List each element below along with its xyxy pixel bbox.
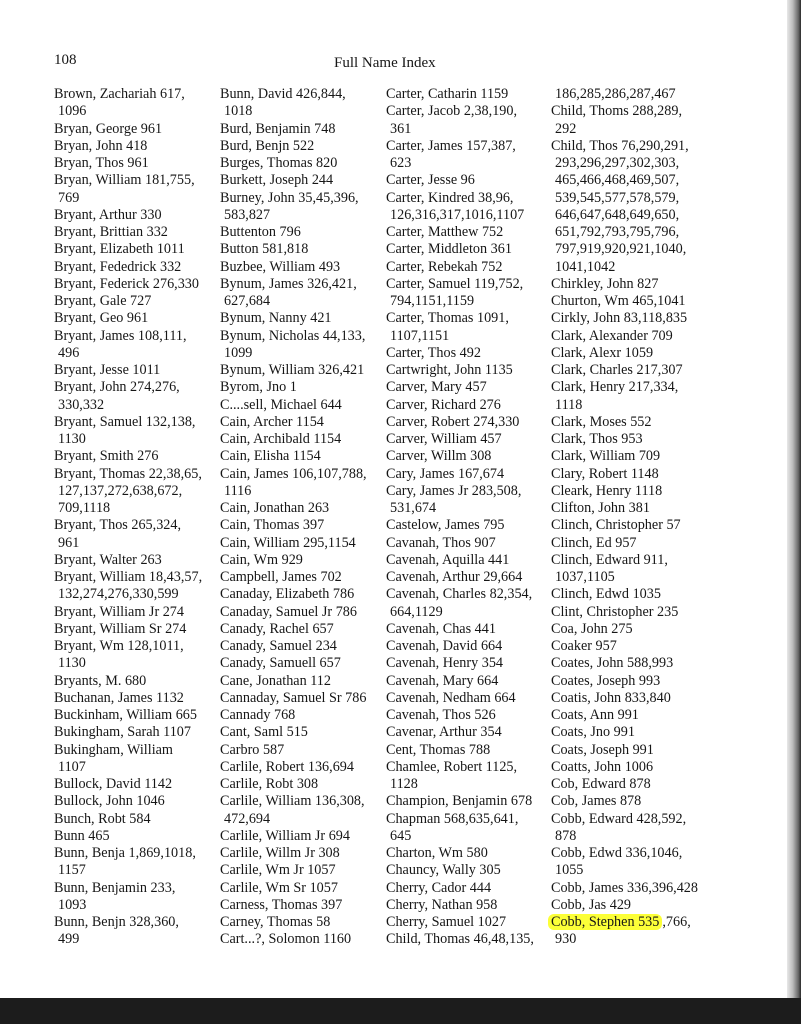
index-entry: Clark, Moses 552 [551,413,652,430]
scan-page-edge [787,0,801,1024]
index-entry: Cleark, Henry 1118 [551,482,663,499]
index-entry: Bukingham, Sarah 1107 [54,724,191,741]
index-entry: Canady, Samuell 657 [220,655,341,672]
index-entry: Bryant, William Jr 274 [54,603,184,620]
index-entry-continuation: 1055 [555,862,584,879]
index-entry: Bunn, Benja 1,869,1018, [54,845,196,861]
index-entry: Cavenah, Thos 526 [386,707,496,723]
index-entry: Cavenah, Arthur 29,664 [386,569,523,585]
index-entry: Cain, Wm 929 [220,551,303,568]
index-entry: Bryant, John 274,276, [54,379,180,396]
index-entry: Charton, Wm 580 [386,845,488,861]
index-entry: Buzbee, William 493 [220,258,341,275]
index-entry-continuation: 797,919,920,921,1040, [555,241,687,258]
index-entry: Buttenton 796 [220,224,301,240]
index-entry: Bryant, James 108,111, [54,327,187,344]
index-entry-continuation: 769 [58,189,80,206]
index-entry: Clinch, Edwd 1035 [551,586,661,603]
index-entry: Bryant, Jesse 1011 [54,362,161,378]
index-entry: Cobb, Jas 429 [551,896,632,913]
index-entry: Cob, Edward 878 [551,776,651,792]
index-entry-continuation: 539,545,577,578,579, [555,189,680,206]
index-entry: Cherry, Cador 444 [386,879,492,896]
index-entry: Brown, Zachariah 617, [54,86,185,102]
index-entry: Coatis, John 833,840 [551,689,671,706]
index-entry-continuation: 930 [555,931,577,948]
index-entry: Bryant, William 18,43,57, [54,569,203,585]
index-entry-continuation: 794,1151,1159 [390,293,475,309]
index-entry-continuation: 645 [390,827,412,844]
index-column-1 [54,86,202,949]
index-entry: Clark, Thos 953 [551,431,643,447]
index-entry: Coats, Ann 991 [551,707,639,723]
index-entry: Cobb, Edwd 336,1046, [551,845,683,861]
index-entry: Clark, Alexander 709 [551,327,673,344]
index-entry: Carter, James 157,387, [386,137,516,154]
index-entry: Bryant, William Sr 274 [54,620,187,637]
index-entry: Coates, Joseph 993 [551,672,661,689]
index-entry-continuation: 1096 [58,103,87,120]
index-entry: Cavenah, Nedham 664 [386,689,516,706]
index-entry: Clark, Charles 217,307 [551,362,683,378]
index-entry: Cain, Thomas 397 [220,517,325,534]
index-entry-continuation: 961 [58,534,80,551]
index-entry: Cavenah, Mary 664 [386,672,499,689]
index-entry: Bunch, Robt 584 [54,810,151,827]
index-entry: Bryan, Thos 961 [54,155,149,171]
index-entry: Coa, John 275 [551,620,633,637]
index-entry: Castelow, James 795 [386,517,505,534]
index-entry: Coatts, John 1006 [551,758,654,775]
index-entry: Clinch, Ed 957 [551,534,637,551]
index-entry: Coats, Jno 991 [551,724,635,741]
index-entry: Bryant, Thos 265,324, [54,517,182,534]
index-entry: Burges, Thomas 820 [220,155,338,171]
index-entry: Bunn, Benjamin 233, [54,879,176,896]
index-entry: Cirkly, John 83,118,835 [551,310,688,327]
index-entry: Bunn 465 [54,827,110,844]
index-entry-continuation: 1041,1042 [555,258,616,275]
index-entry: Carver, William 457 [386,431,502,447]
index-entry: Cannady 768 [220,707,296,723]
index-entry: Cavanah, Thos 907 [386,534,496,551]
index-entry: Bunn, David 426,844, [220,86,346,102]
index-entry: Cavenah, Aquilla 441 [386,551,510,568]
index-entry: Bryan, John 418 [54,137,148,154]
index-entry: Cobb, Edward 428,592, [551,810,687,827]
index-entry: Cent, Thomas 788 [386,741,491,758]
index-entry: Chamlee, Robert 1125, [386,758,518,775]
index-entry-continuation: 499 [58,931,80,948]
index-entry: Cavenah, Charles 82,354, [386,586,533,603]
index-entry: Bunn, Benjn 328,360, [54,914,179,930]
index-entry: Buchanan, James 1132 [54,689,184,706]
index-entry-continuation: 126,316,317,1016,1107 [390,206,525,223]
index-entry: Child, Thomas 46,48,135, [386,931,534,948]
index-entry-continuation: 1099 [224,344,253,361]
index-entry: Canady, Samuel 234 [220,638,337,654]
index-entry: Carter, Samuel 119,752, [386,275,524,292]
index-entry: Bryant, Gale 727 [54,293,152,309]
index-entry-continuation: 132,274,276,330,599 [58,586,179,603]
index-entry: Cavenah, Henry 354 [386,655,504,672]
index-entry: Chauncy, Wally 305 [386,862,501,879]
index-entry: Carlile, William 136,308, [220,793,365,810]
index-entry: Child, Thos 76,290,291, [551,137,689,154]
index-entry-continuation: 1157 [58,862,86,879]
page-number: 108 [54,52,77,68]
index-entry: Cherry, Samuel 1027 [386,914,507,930]
index-entry-continuation: 1116 [224,482,252,499]
index-entry: Cob, James 878 [551,793,642,810]
index-entry: Carver, Willm 308 [386,448,492,465]
index-entry: Cain, James 106,107,788, [220,465,367,482]
index-entry: Cary, James 167,674 [386,465,505,482]
index-entry: Cavenah, David 664 [386,638,503,654]
index-entry: Clary, Robert 1148 [551,465,659,482]
page-title: Full Name Index [334,55,436,71]
index-entry: Cain, Archer 1154 [220,413,324,430]
index-entry: Carter, Matthew 752 [386,224,504,240]
index-entry: Burd, Benjamin 748 [220,120,336,137]
index-entry: Carver, Richard 276 [386,396,501,413]
index-entry: Carlile, Willm Jr 308 [220,845,340,861]
index-entry: Campbell, James 702 [220,569,342,585]
index-entry: Carter, Rebekah 752 [386,258,503,275]
index-column-2 [220,86,367,949]
index-entry: Champion, Benjamin 678 [386,793,533,810]
index-entry: Canady, Rachel 657 [220,620,334,637]
index-entry: Canaday, Samuel Jr 786 [220,603,357,620]
index-entry-continuation: 1130 [58,431,86,447]
index-entry: Coates, John 588,993 [551,655,674,672]
index-entry-continuation: 627,684 [224,293,271,309]
index-entry: Carter, Jesse 96 [386,172,475,189]
index-entry-continuation: 1093 [58,896,87,913]
index-entry-continuation: 1118 [555,396,583,413]
index-entry: Burney, John 35,45,396, [220,189,359,206]
index-entry: Clint, Christopher 235 [551,603,679,620]
index-entry: Child, Thoms 288,289, [551,103,682,120]
scan-bottom-border [0,998,801,1024]
index-entry: Bryant, Smith 276 [54,448,159,465]
index-entry: Bryants, M. 680 [54,672,147,689]
index-entry-continuation: 472,694 [224,810,271,827]
index-entry: Bryant, Walter 263 [54,551,162,568]
index-entry: Cartwright, John 1135 [386,362,513,378]
index-entry: Cart...?, Solomon 1160 [220,931,352,948]
index-entry: Cannaday, Samuel Sr 786 [220,689,367,706]
index-entry: Carter, Jacob 2,38,190, [386,103,518,120]
index-entry: Clifton, John 381 [551,500,650,516]
index-entry: Cain, Jonathan 263 [220,500,330,516]
index-entry: Carver, Mary 457 [386,379,487,396]
index-entry: Carness, Thomas 397 [220,896,343,913]
index-entry: Bryant, Federick 276,330 [54,275,199,292]
index-column-3 [386,86,534,949]
index-entry: Carter, Middleton 361 [386,241,512,258]
index-entry-continuation: 664,1129 [390,603,443,620]
index-entry: Cant, Saml 515 [220,724,308,741]
index-entry: Canaday, Elizabeth 786 [220,586,355,603]
index-entry: Bryant, Arthur 330 [54,206,162,223]
index-entry-rest: ,766, [662,914,691,930]
index-entry: Bryant, Samuel 132,138, [54,413,196,430]
index-entry: Bynum, William 326,421 [220,362,365,378]
index-entry-continuation: 330,332 [58,396,105,413]
index-entry: Byrom, Jno 1 [220,379,297,396]
index-entry: Carney, Thomas 58 [220,914,331,930]
index-entry-continuation: 465,466,468,469,507, [555,172,680,189]
index-entry: Burd, Benjn 522 [220,137,315,154]
index-entry-continuation: 646,647,648,649,650, [555,206,680,223]
index-entry: Clark, Henry 217,334, [551,379,679,396]
index-entry-continuation: 127,137,272,638,672, [58,482,183,499]
index-entry: Chapman 568,635,641, [386,810,519,827]
index-entry: Bryant, Thomas 22,38,65, [54,465,202,482]
index-entry-continuation: 1128 [390,776,418,792]
index-entry: Bullock, John 1046 [54,793,165,810]
index-entry: Button 581,818 [220,241,309,258]
index-entry [551,914,698,931]
index-entry: Bryan, William 181,755, [54,172,195,189]
index-entry: Bynum, James 326,421, [220,275,357,292]
index-entry: Carver, Robert 274,330 [386,413,520,430]
index-entry-continuation: 1037,1105 [555,569,615,585]
index-entry-continuation: 496 [58,344,80,361]
index-entry: Bryant, Elizabeth 1011 [54,241,185,258]
index-entry-continuation: 361 [390,120,412,137]
index-entry: Carlile, Robt 308 [220,776,319,792]
index-entry: Cane, Jonathan 112 [220,672,331,689]
index-entry: Cavenah, Chas 441 [386,620,496,637]
index-entry: Bullock, David 1142 [54,776,173,792]
index-entry: Clark, Alexr 1059 [551,344,654,361]
index-entry: Churton, Wm 465,1041 [551,293,686,309]
index-entry: Coats, Joseph 991 [551,741,654,758]
index-entry: Cain, Elisha 1154 [220,448,321,465]
index-entry: Bryant, Brittian 332 [54,224,168,240]
index-entry: Bynum, Nanny 421 [220,310,332,327]
index-entry-continuation: 1018 [224,103,253,120]
index-entry: Cobb, James 336,396,428 [551,879,698,896]
highlighted-entry-marker: Cobb, Stephen 535 [548,914,662,930]
index-entry: Cain, Archibald 1154 [220,431,342,447]
index-entry: Bukingham, William [54,741,173,758]
index-entry: Burkett, Joseph 244 [220,172,334,189]
index-entry-continuation: 651,792,793,795,796, [555,224,680,240]
index-entry: Bynum, Nicholas 44,133, [220,327,366,344]
index-entry: Bryant, Wm 128,1011, [54,638,184,654]
index-entry: C....sell, Michael 644 [220,396,342,413]
index-column-4 [551,86,698,949]
index-entry-continuation: 293,296,297,302,303, [555,155,680,171]
index-entry-continuation: 709,1118 [58,500,111,516]
index-entry: Carlile, Robert 136,694 [220,758,354,775]
index-entry: Bryant, Fededrick 332 [54,258,182,275]
index-entry-continuation: 583,827 [224,206,271,223]
index-entry: Clinch, Christopher 57 [551,517,681,534]
index-entry-continuation: 623 [390,155,412,171]
index-entry: Carter, Thos 492 [386,344,481,361]
index-entry: Coaker 957 [551,638,617,654]
index-entry: Cavenar, Arthur 354 [386,724,502,741]
index-entry: Cherry, Nathan 958 [386,896,498,913]
index-entry: Carlile, Wm Jr 1057 [220,862,336,879]
index-entry: Carter, Catharin 1159 [386,86,509,102]
index-entry: Cain, William 295,1154 [220,534,356,551]
index-entry: Carter, Thomas 1091, [386,310,509,327]
index-entry: Carlile, Wm Sr 1057 [220,879,338,896]
index-entry: Bryan, George 961 [54,120,163,137]
index-entry: Bryant, Geo 961 [54,310,149,327]
index-entry: Carbro 587 [220,741,285,758]
index-entry-continuation: 1130 [58,655,86,672]
index-entry: Buckinham, William 665 [54,707,197,723]
index-entry-continuation: 292 [555,120,577,137]
index-entry-continuation: 186,285,286,287,467 [555,86,676,102]
index-entry: Carter, Kindred 38,96, [386,189,514,206]
index-entry: Carlile, William Jr 694 [220,827,350,844]
index-entry-continuation: 1107,1151 [390,327,450,344]
index-entry: Cary, James Jr 283,508, [386,482,522,499]
index-entry-continuation: 1107 [58,758,86,775]
index-entry: Chirkley, John 827 [551,275,659,292]
index-entry-continuation: 878 [555,827,577,844]
index-entry: Clark, William 709 [551,448,661,465]
index-entry-continuation: 531,674 [390,500,437,516]
index-entry: Clinch, Edward 911, [551,551,668,568]
